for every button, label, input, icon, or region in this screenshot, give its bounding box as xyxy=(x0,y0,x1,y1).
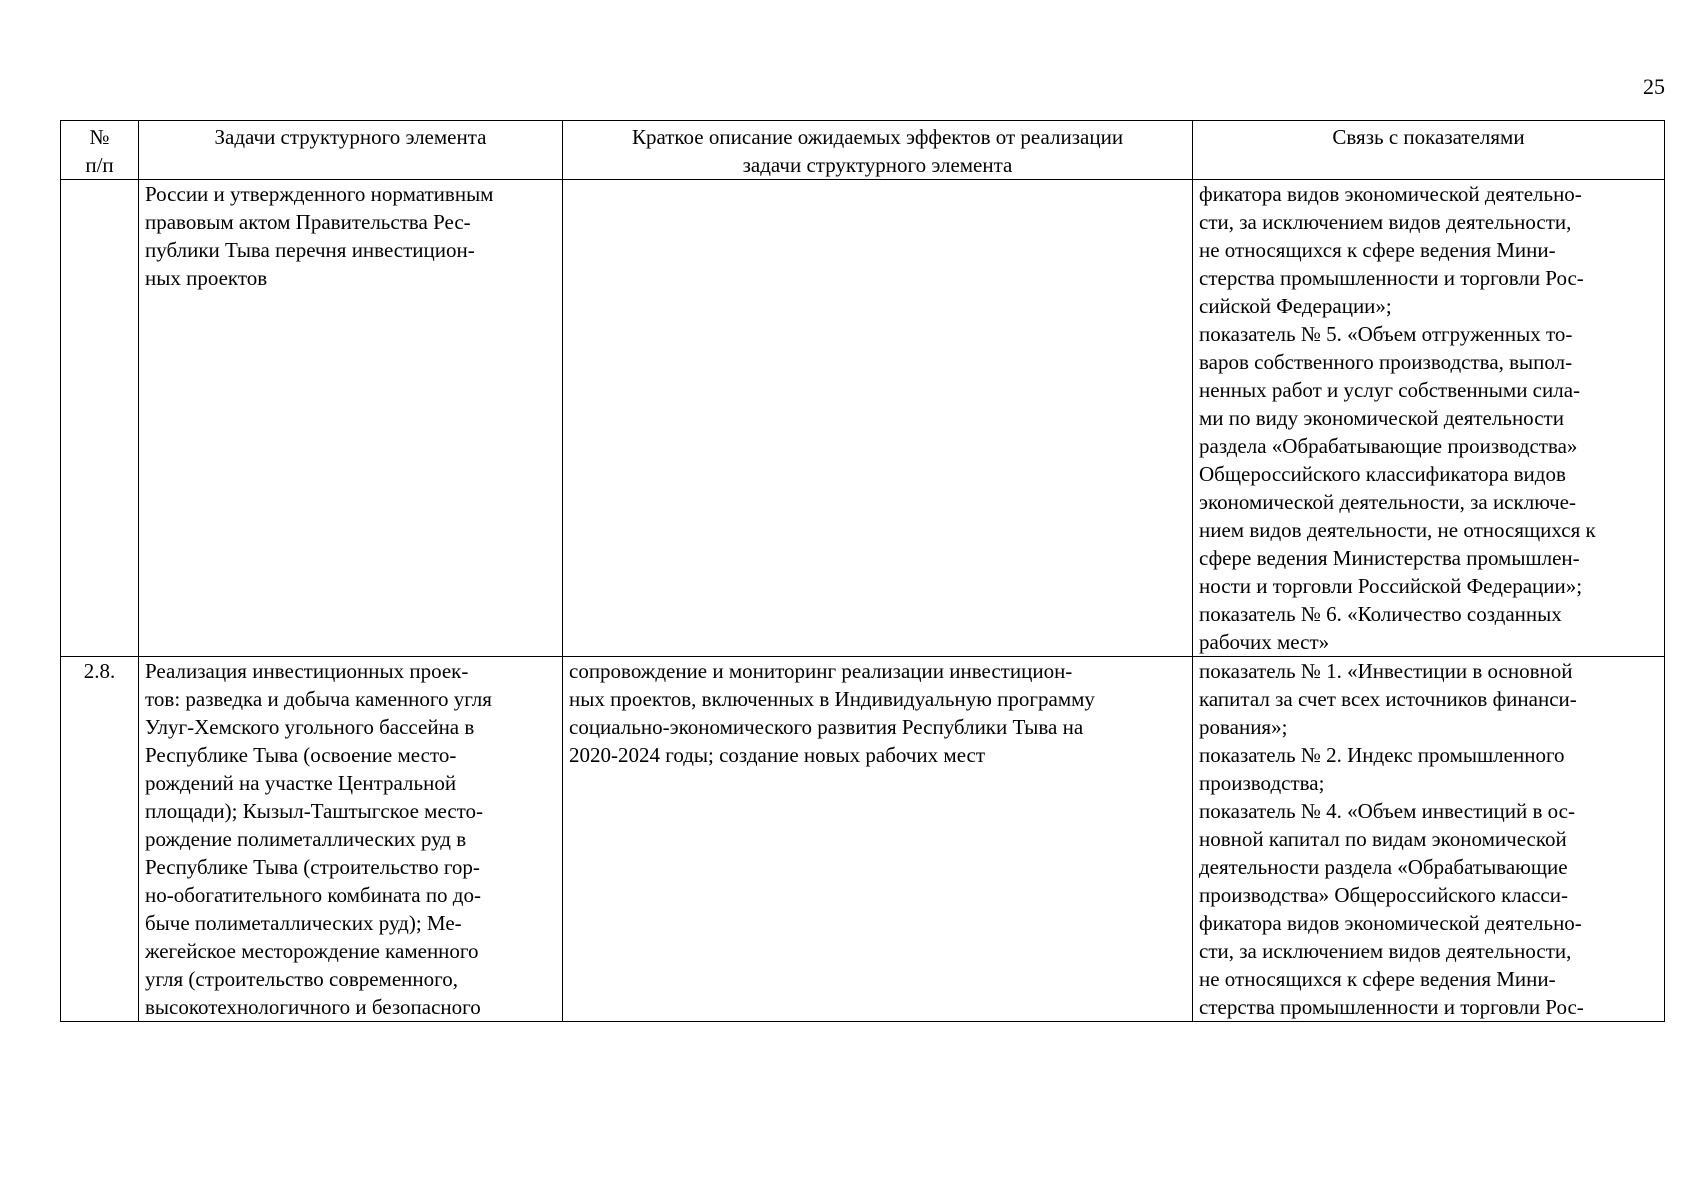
indicators-table xyxy=(60,120,1665,1022)
cell-task: России и утвержденного нормативным правовым актом Правительства Рес- публики Тыва перечня инвестицион- ных проектов xyxy=(139,180,563,657)
header-link: Связь с показателями xyxy=(1193,121,1665,180)
cell-effect: сопровождение и мониторинг реализации инвестицион- ных проектов, включенных в Индивидуальную программу социально-экономического развития Республики Тыва на 2020-2024 годы; создание новых рабочих мест xyxy=(563,657,1193,1022)
table-header xyxy=(61,121,1665,180)
table-body xyxy=(61,180,1665,1022)
cell-link: фикатора видов экономической деятельно- сти, за исключением видов деятельности, не относящихся к сфере ведения Мини- стерства промышленности и торговли Рос- сийской Федерации»; показатель № 5. «Объем отгруженных то- варов собственного производства, выпол- ненных работ и услуг собственными сила- ми по виду экономической деятельности раздела «Обрабатывающие производства» Общероссийского классификатора видов экономической деятельности, за исключе- нием видов деятельности, не относящихся к сфере ведения Министерства промышлен- ности и торговли Российской Федерации»; показатель № 6. «Количество созданных рабочих мест» xyxy=(1193,180,1665,657)
cell-link: показатель № 1. «Инвестиции в основной капитал за счет всех источников финанси- рования»; показатель № 2. Индекс промышленного производства; показатель № 4. «Объем инвестиций в ос- новной капитал по видам экономической деятельности раздела «Обрабатывающие производства» Общероссийского класси- фикатора видов экономической деятельно- сти, за исключением видов деятельности, не относящихся к сфере ведения Мини- стерства промышленности и торговли Рос- xyxy=(1193,657,1665,1022)
cell-num xyxy=(61,180,139,657)
header-num: № п/п xyxy=(61,121,139,180)
cell-task: Реализация инвестиционных проек- тов: разведка и добыча каменного угля Улуг-Хемского угольного бассейна в Республике Тыва (освоение место- рождений на участке Центральной площади); Кызыл-Таштыгское место- рождение полиметаллических руд в Республике Тыва (строительство гор- но-обогатительного комбината по до- быче полиметаллических руд); Ме- жегейское месторождение каменного угля (строительство современного, высокотехнологичного и безопасного xyxy=(139,657,563,1022)
cell-effect xyxy=(563,180,1193,657)
table-row xyxy=(61,657,1665,1022)
header-row xyxy=(61,121,1665,180)
cell-num: 2.8. xyxy=(61,657,139,1022)
page-number: 25 xyxy=(1643,74,1665,99)
header-effect: Краткое описание ожидаемых эффектов от реализации задачи структурного элемента xyxy=(563,121,1193,180)
header-task: Задачи структурного элемента xyxy=(139,121,563,180)
table-row xyxy=(61,180,1665,657)
